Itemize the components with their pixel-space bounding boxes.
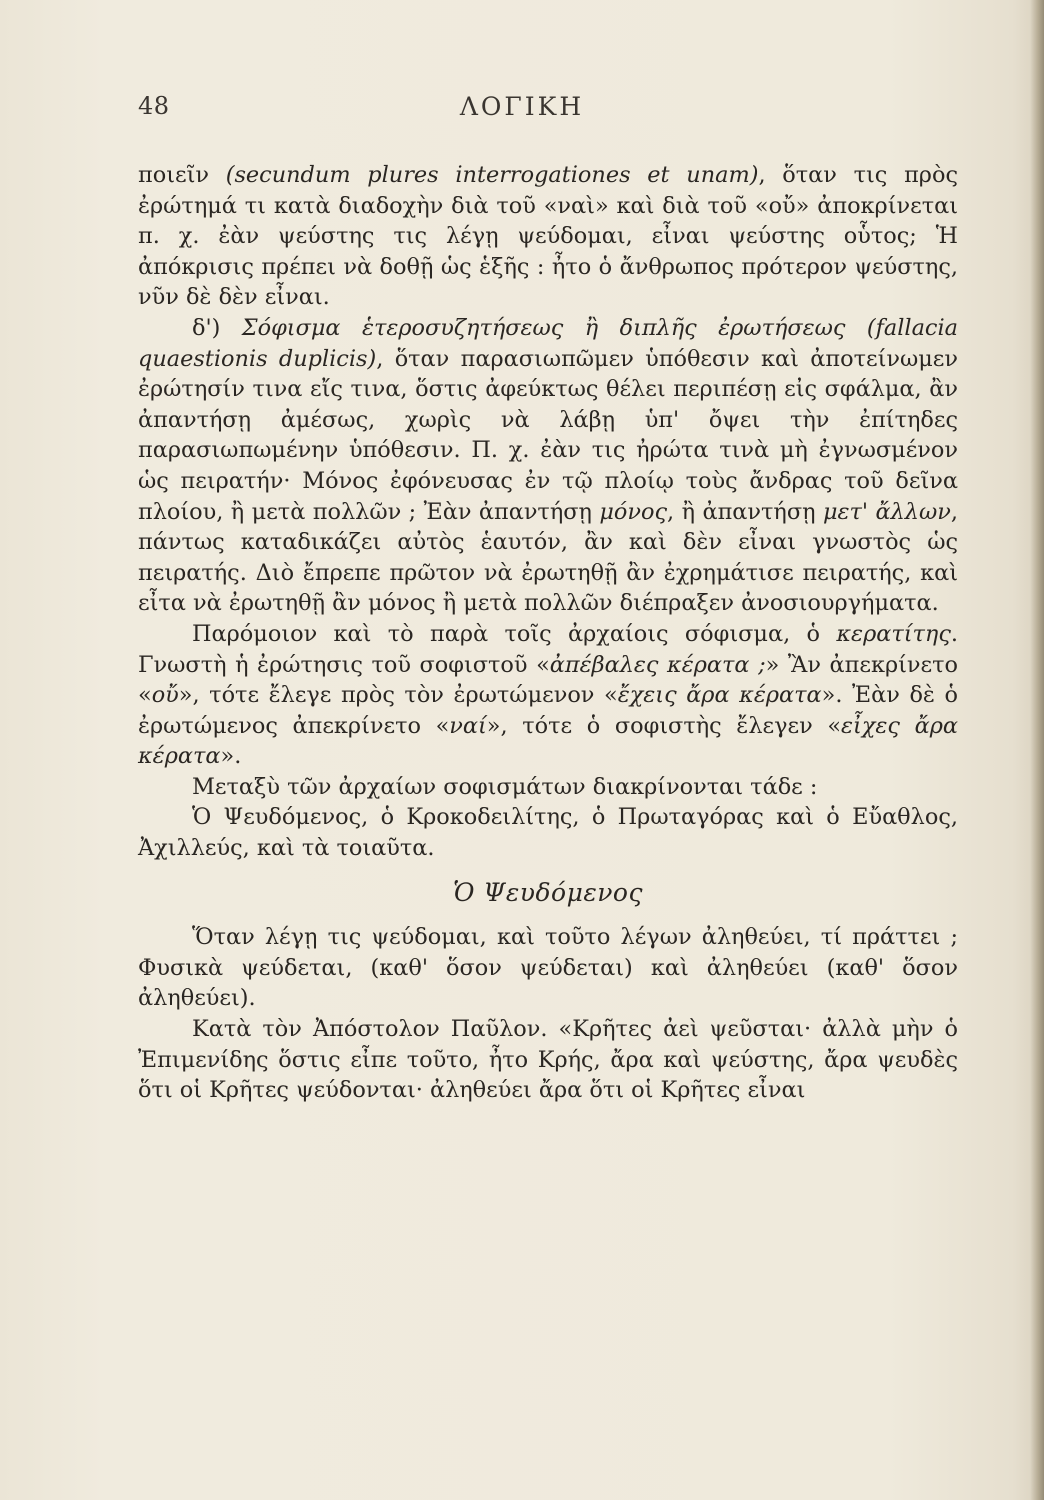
paragraph-3 xyxy=(138,619,958,772)
paragraph-5: Ὁ Ψευδόμενος, ὁ Κροκοδειλίτης, ὁ Πρωταγόρας καὶ ὁ Εὔαθλος, Ἀχιλλεύς, καὶ τὰ τοιαῦτα. xyxy=(138,804,958,862)
p2-latin-term: (fallacia quaestionis duplicis) xyxy=(138,314,958,372)
p3-text-b: . Γνωστὴ ἡ ἐρώτησις τοῦ σοφιστοῦ « xyxy=(138,620,958,678)
p3-quote-2: ἔχεις ἄρα κέρατα xyxy=(617,682,822,709)
section-title: Ὁ Ψευδόμενος xyxy=(453,877,643,907)
p1-text-a: ποιεῖν xyxy=(138,162,226,188)
p3-quote-nai: ναί xyxy=(449,712,487,739)
p3-quote-3: εἶχες ἄρα κέρατα xyxy=(138,712,958,770)
p2-emph-met-allon: μετ' ἄλλων xyxy=(822,498,951,525)
p2-title: Σόφισμα ἑτεροσυζητήσεως ἢ διπλῆς ἐρωτήσεως xyxy=(241,314,846,341)
p3-quote-1: ἀπέβαλες κέρατα ; xyxy=(549,651,766,678)
p2-enumerator: δ') xyxy=(192,314,242,341)
paragraph-7: Κατὰ τὸν Ἀπόστολον Παῦλον. «Κρῆτες ἀεὶ ψεῦσται· ἀλλὰ μὴν ὁ Ἐπιμενίδης ὅστις εἶπε τοῦτο, ἦτο Κρής, ἄρα καὶ ψεύστης, ἄρα ψευδὲς ὅτι οἱ Κρῆτες ψεύδονται· ἀληθεύει ἄρα ὅτι οἱ Κρῆτες εἶναι xyxy=(138,1016,958,1104)
paragraph-6: Ὅταν λέγῃ τις ψεύδομαι, καὶ τοῦτο λέγων ἀληθεύει, τί πράττει ; Φυσικὰ ψεύδεται, (καθ' ὅσον ψεύδεται) καὶ ἀληθεύει (καθ' ὅσον ἀληθεύει). xyxy=(138,924,958,1012)
p1-text-b: , ὅταν τις πρὸς ἐρώτημά τι κατὰ διαδοχὴν διὰ τοῦ «ναὶ» καὶ διὰ τοῦ «οὔ» ἀποκρίνεται π. χ. ἐὰν ψεύστης τις λέγῃ ψεύδομαι, εἶναι ψεύστης οὗτος; Ἡ ἀπόκρισις πρέπει νὰ δοθῇ ὡς ἑξῆς : ἦτο ὁ ἄνθρωπος πρότερον ψεύστης, νῦν δὲ δὲν εἶναι. xyxy=(138,162,958,311)
paragraph-1 xyxy=(138,160,958,313)
p3-text-e: ». Ἐὰν δὲ ὁ ἐρωτώμενος ἀπεκρίνετο « xyxy=(138,682,958,739)
body-text xyxy=(138,160,958,1106)
running-title: ΛΟΓΙΚΗ xyxy=(459,92,585,121)
page-header xyxy=(0,92,1044,132)
p3-quote-ou: οὔ xyxy=(151,682,179,709)
p2-text-d: , πάντως καταδικάζει αὐτὸς ἑαυτόν, ἂν καὶ δὲν εἶναι γνωστὸς ὡς πειρατής. Διὸ ἔπρεπε πρῶτον νὰ ἐρωτηθῇ ἂν ἐχρημάτισε πειρατής, καὶ εἶτα νὰ ἐρωτηθῇ ἂν μόνος ἢ μετὰ πολλῶν διέπραξεν ἀνοσιουργήματα. xyxy=(138,498,958,617)
p3-text-a: Παρόμοιον καὶ τὸ παρὰ τοῖς ἀρχαίοις σόφισμα, ὁ xyxy=(192,620,837,647)
paragraph-2 xyxy=(138,313,958,619)
page-edge-shadow xyxy=(1030,0,1044,1500)
p3-text-g: ». xyxy=(220,743,242,770)
p1-latin-term: (secundum plures interrogationes et unam) xyxy=(225,162,759,188)
p2-text-c: , ἢ ἀπαντήσῃ xyxy=(667,498,823,525)
p3-text-d: », τότε ἔλεγε πρὸς τὸν ἐρωτώμενον « xyxy=(178,682,618,709)
p3-emph-keratitis: κερατίτης xyxy=(836,620,951,647)
p3-text-c: » Ἂν ἀπεκρίνετο « xyxy=(138,651,958,709)
paragraph-4: Μεταξὺ τῶν ἀρχαίων σοφισμάτων διακρίνονται τάδε : xyxy=(192,773,818,800)
p3-text-f: », τότε ὁ σοφιστὴς ἔλεγεν « xyxy=(486,712,842,739)
page-number: 48 xyxy=(138,92,170,120)
p2-text-b: , ὅταν παρασιωπῶμεν ὑπόθεσιν καὶ ἀποτείνωμεν ἐρώτησίν τινα εἴς τινα, ὅστις ἀφεύκτως θέλει περιπέσῃ εἰς σφάλμα, ἂν ἀπαντήσῃ ἀμέσως, χωρὶς νὰ λάβῃ ὑπ' ὄψει τὴν ἐπίτηδες παρασιωπωμένην ὑπόθεσιν. Π. χ. ἐὰν τις ἠρώτα τινὰ μὴ ἐγνωσμένον ὡς πειρατήν· Μόνος ἐφόνευσας ἐν τῷ πλοίῳ τοὺς ἄνδρας τοῦ δεῖνα πλοίου, ἢ μετὰ πολλῶν ; Ἐὰν ἀπαντήσῃ xyxy=(138,345,958,525)
p2-emph-monos: μόνος xyxy=(599,498,668,525)
